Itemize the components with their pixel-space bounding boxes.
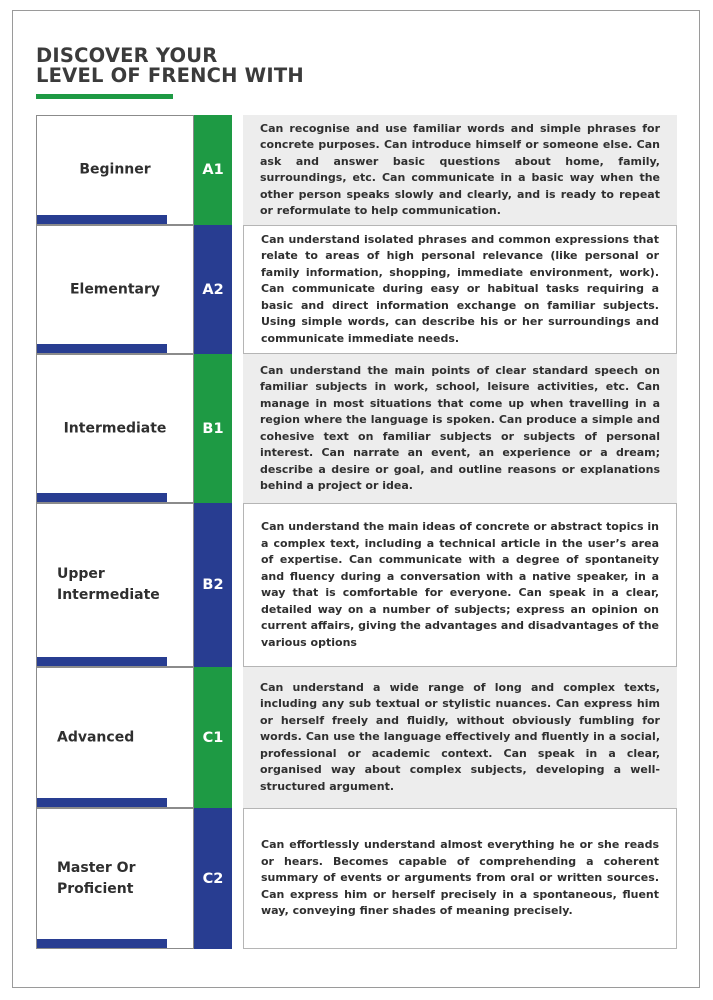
level-label-box	[36, 503, 194, 667]
level-description	[243, 808, 677, 949]
level-label-box	[36, 354, 194, 503]
level-code-badge: C2	[194, 808, 232, 949]
level-description-text: Can understand the main ideas of concrete or abstract topics in a complex text, including a technical article in the user’s area of expertise. Can communicate with a degree of spontaneity and fluency during a conversation with a native speaker, in a way that is comfortable for everyone. Can speak in a clear, detailed way on a number of subjects; express an opinion on current affairs, giving the advantages and disadvantages of the various options	[261, 520, 659, 649]
level-code-badge: B1	[194, 354, 232, 503]
level-bar	[37, 215, 167, 224]
level-row-c1	[36, 667, 677, 808]
level-description	[243, 354, 677, 503]
level-row-a2	[36, 225, 677, 354]
title-underline	[36, 94, 173, 99]
level-bar	[37, 798, 167, 807]
level-name: Elementary	[69, 281, 161, 297]
level-name: Upper Intermediate	[57, 566, 160, 603]
level-name: Advanced	[57, 729, 135, 745]
level-description-text: Can understand a wide range of long and complex texts, including any sub textual or stylistic nuances. Can express him or herself freely and fluidly, without obviously fumbling for words. Can use the language effectively and fluently in a social, professional or academic context. Can speak in a clear, organised way about complex subjects, developing a well-structured argument.	[260, 680, 660, 793]
title-line-1: DISCOVER YOUR	[36, 44, 218, 67]
page-title	[36, 46, 304, 86]
level-label-box	[36, 115, 194, 225]
level-bar	[37, 344, 167, 353]
level-row-a1	[36, 115, 677, 225]
level-code-badge: C1	[194, 667, 232, 808]
level-description	[243, 667, 677, 808]
level-name: Beginner	[79, 161, 151, 178]
title-line-2: LEVEL OF FRENCH WITH	[36, 64, 304, 87]
level-bar	[37, 493, 167, 502]
level-description	[243, 225, 677, 354]
level-description-text: Can understand isolated phrases and common expressions that relate to areas of high personal relevance (like personal or family information, shopping, immediate environment, work). Can communicate during easy or habitual tasks requiring a basic and direct information exchange on familiar subjects. Using simple words, can describe his or her surroundings and communicate immediate needs.	[261, 232, 659, 345]
level-bar	[37, 657, 167, 666]
level-row-c2	[36, 808, 677, 949]
level-label-box	[36, 667, 194, 808]
level-code-badge: A1	[194, 115, 232, 225]
level-description	[243, 115, 677, 225]
level-row-b1	[36, 354, 677, 503]
level-description-text: Can effortlessly understand almost everything he or she reads or hears. Becomes capable of comprehending a coherent summary of events or arguments from oral or written sources. Can express him or herself precisely in a spontaneous, fluent way, conveying finer shades of meaning precisely.	[261, 838, 659, 918]
level-row-b2	[36, 503, 677, 667]
level-label-box	[36, 808, 194, 949]
level-description-text: Can understand the main points of clear standard speech on familiar subjects in work, school, leisure activities, etc. Can manage in most situations that come up when travelling in a region where the language is spoken. Can produce a simple and cohesive text on familiar subjects or subjects of personal interest. Can narrate an event, an experience or a dream; describe a desire or goal, and outline reasons or explanations behind a project or idea.	[260, 363, 660, 492]
level-code-badge: A2	[194, 225, 232, 354]
level-name: Master Or Proficient	[57, 859, 136, 897]
level-description	[243, 503, 677, 667]
level-label-box	[36, 225, 194, 354]
level-bar	[37, 939, 167, 948]
level-name: Intermediate	[63, 420, 167, 436]
level-code-badge: B2	[194, 503, 232, 667]
level-description-text: Can recognise and use familiar words and simple phrases for concrete purposes. Can introduce himself or someone else. Can ask and answer basic questions about home, family, surroundings, etc. Can communicate in a basic way when the other person speaks slowly and clearly, and is ready to repeat or reformulate to help communication.	[260, 121, 660, 217]
